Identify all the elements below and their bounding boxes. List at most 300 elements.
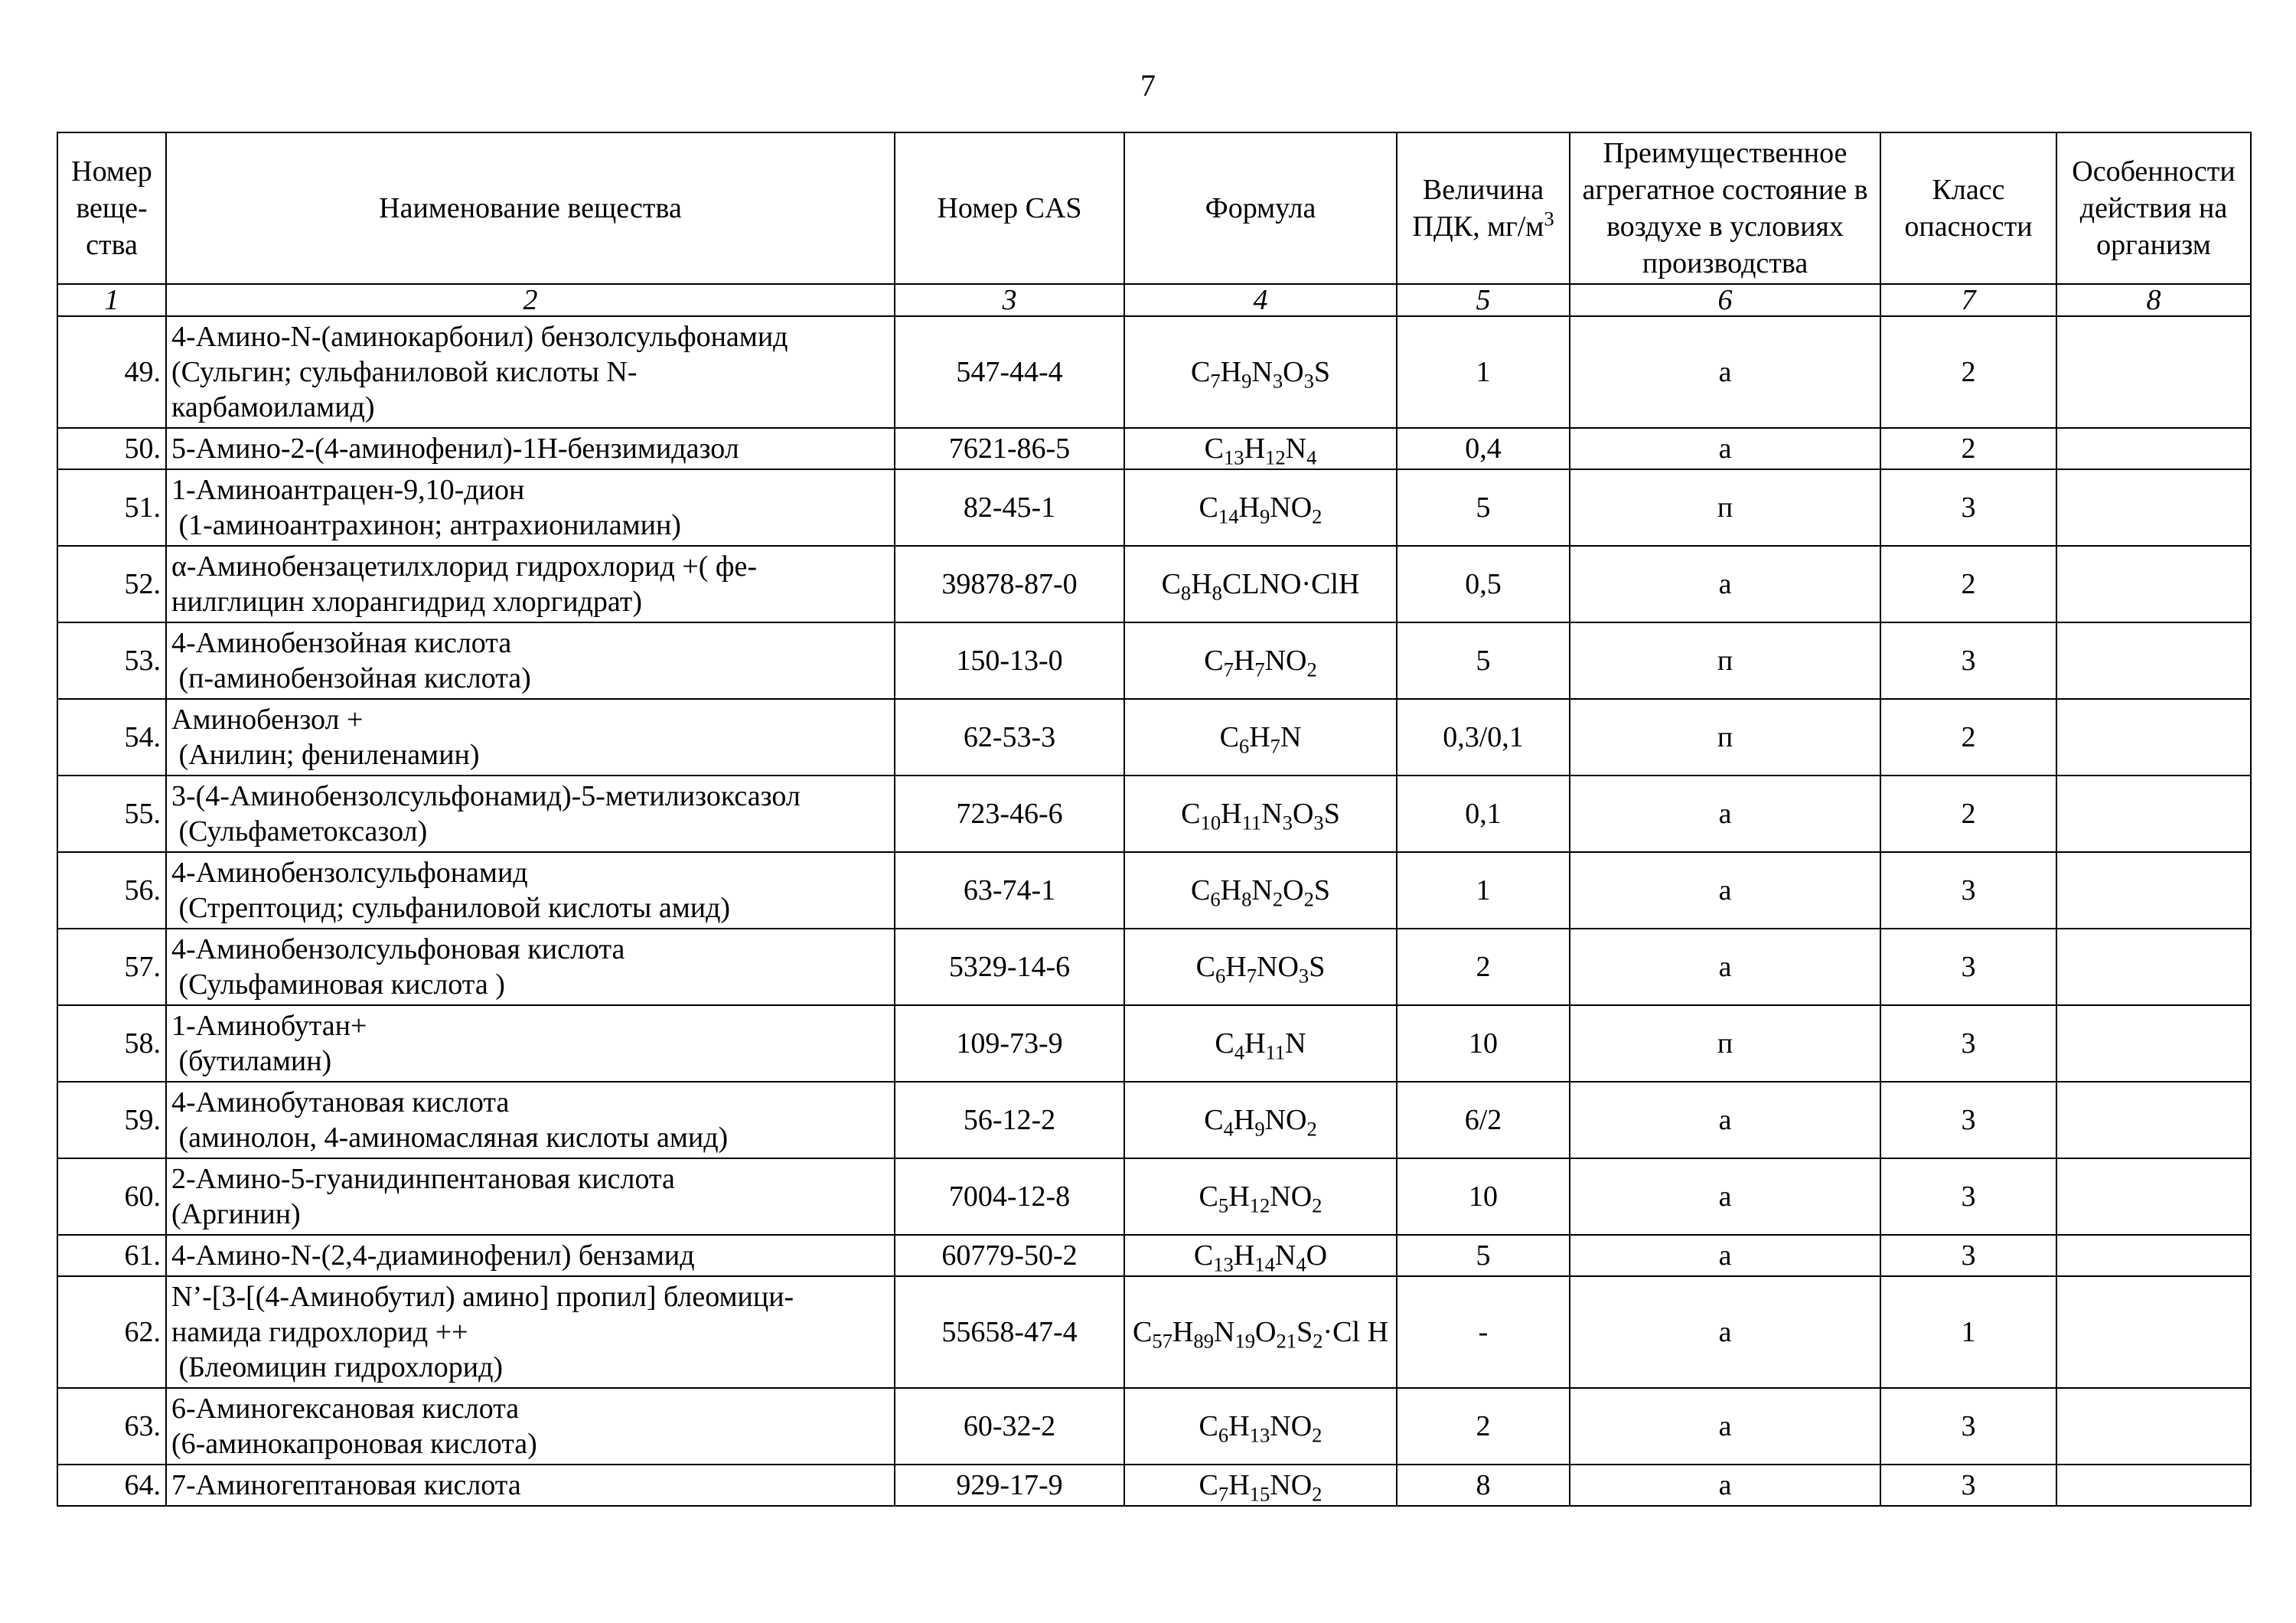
- substance-name-line: намида гидрохлорид ++: [171, 1316, 468, 1348]
- organism-features: [2056, 1158, 2251, 1235]
- column-number: 1: [57, 284, 166, 316]
- formula-subscript: 13: [1249, 1423, 1270, 1447]
- formula-part: C: [1132, 1316, 1153, 1348]
- header-pdk-unit-sup: 3: [1544, 207, 1554, 230]
- formula-part: H: [1228, 1181, 1250, 1213]
- formula-subscript: 2: [1312, 1423, 1322, 1447]
- formula-part: H: [1220, 356, 1242, 388]
- formula: [1124, 316, 1397, 428]
- substance-name-line: (Сульфаминовая кислота ): [171, 968, 505, 1001]
- table-row: [57, 1005, 2251, 1082]
- substance-name-line: Аминобензол +: [171, 704, 364, 736]
- hazard-class: 3: [1880, 1082, 2056, 1158]
- formula-part: N: [1213, 1316, 1235, 1348]
- organism-features: [2056, 929, 2251, 1005]
- organism-features: [2056, 1388, 2251, 1465]
- substance-number: 64.: [57, 1465, 166, 1506]
- table-row: [57, 1082, 2251, 1158]
- formula-subscript: 57: [1152, 1329, 1172, 1353]
- substance-number: 62.: [57, 1276, 166, 1388]
- pdk-value: -: [1397, 1276, 1570, 1388]
- pdk-value: 5: [1397, 622, 1570, 699]
- substance-number: 53.: [57, 622, 166, 699]
- page-number: 7: [1140, 68, 1156, 103]
- formula: [1124, 1158, 1397, 1235]
- organism-features: [2056, 428, 2251, 469]
- formula-part: CLNO·ClH: [1221, 568, 1360, 600]
- cas-number: 60-32-2: [895, 1388, 1124, 1465]
- hazard-class: 3: [1880, 1465, 2056, 1506]
- formula-part: H: [1225, 951, 1247, 983]
- table-row: [57, 699, 2251, 776]
- formula-subscript: 7: [1218, 1482, 1229, 1506]
- formula-subscript: 3: [1303, 369, 1314, 393]
- substance-name: [166, 428, 895, 469]
- formula-subscript: 10: [1200, 811, 1221, 834]
- formula: [1124, 929, 1397, 1005]
- pdk-value: 0,3/0,1: [1397, 699, 1570, 776]
- organism-features: [2056, 699, 2251, 776]
- formula-subscript: 11: [1241, 811, 1262, 834]
- aggregate-state: п: [1570, 699, 1880, 776]
- substance-name: [166, 776, 895, 852]
- formula-subscript: 13: [1223, 446, 1244, 469]
- cas-number: 109-73-9: [895, 1005, 1124, 1082]
- formula-part: C: [1199, 1410, 1218, 1442]
- table-body: [57, 316, 2251, 1506]
- substance-name-line: (Стрептоцид; сульфаниловой кислоты амид): [171, 892, 731, 924]
- pdk-value: 5: [1397, 1235, 1570, 1276]
- pdk-value: 1: [1397, 316, 1570, 428]
- hazard-class: 2: [1880, 699, 2056, 776]
- formula: [1124, 1005, 1397, 1082]
- pdk-value: 2: [1397, 1388, 1570, 1465]
- table-row: [57, 1276, 2251, 1388]
- pdk-value: 0,5: [1397, 546, 1570, 622]
- formula: [1124, 1235, 1397, 1276]
- substance-number: 63.: [57, 1388, 166, 1465]
- cas-number: 7621-86-5: [895, 428, 1124, 469]
- substance-name: [166, 1082, 895, 1158]
- substance-name: [166, 1276, 895, 1388]
- substance-name-line: 4-Амино-N-(2,4-диаминофенил) бензамид: [171, 1239, 695, 1272]
- formula-part: C: [1204, 433, 1224, 465]
- formula-subscript: 7: [1254, 658, 1265, 681]
- aggregate-state: а: [1570, 1235, 1880, 1276]
- substance-name-line: 2-Амино-5-гуанидинпентановая кислота: [171, 1163, 675, 1195]
- header-pdk: [1397, 132, 1570, 284]
- table-row: [57, 929, 2251, 1005]
- formula: [1124, 1276, 1397, 1388]
- substance-name: [166, 546, 895, 622]
- formula-part: S: [1313, 874, 1331, 906]
- cas-number: 5329-14-6: [895, 929, 1124, 1005]
- substance-name-line: α-Аминобензацетилхлорид гидрохлорид +( фе-: [171, 550, 758, 583]
- formula-subscript: 12: [1265, 446, 1286, 469]
- pdk-value: 6/2: [1397, 1082, 1570, 1158]
- substance-name-line: (аминолон, 4-аминомасляная кислоты амид): [171, 1122, 729, 1154]
- formula-part: O: [1306, 1239, 1328, 1272]
- substance-name-line: (Аргинин): [171, 1198, 301, 1230]
- formula-part: ·Cl H: [1322, 1316, 1389, 1348]
- formula: [1124, 699, 1397, 776]
- substance-number: 55.: [57, 776, 166, 852]
- column-number: 5: [1397, 284, 1570, 316]
- table-row: [57, 852, 2251, 929]
- hazard-class: 3: [1880, 469, 2056, 546]
- hazard-class: 3: [1880, 622, 2056, 699]
- cas-number: 82-45-1: [895, 469, 1124, 546]
- organism-features: [2056, 316, 2251, 428]
- substance-name-line: 4-Аминобутановая кислота: [171, 1086, 510, 1118]
- formula-part: H: [1238, 491, 1260, 524]
- formula: [1124, 1388, 1397, 1465]
- hazard-class: 3: [1880, 852, 2056, 929]
- formula: [1124, 852, 1397, 929]
- pdk-value: 2: [1397, 929, 1570, 1005]
- formula-part: H: [1191, 568, 1212, 600]
- organism-features: [2056, 546, 2251, 622]
- formula-part: H: [1228, 1410, 1250, 1442]
- cas-number: 60779-50-2: [895, 1235, 1124, 1276]
- substance-name-line: 1-Аминобутан+: [171, 1010, 367, 1042]
- formula-part: NO: [1270, 491, 1313, 524]
- cas-number: 547-44-4: [895, 316, 1124, 428]
- substance-name: [166, 622, 895, 699]
- pdk-value: 10: [1397, 1005, 1570, 1082]
- formula: [1124, 546, 1397, 622]
- formula-subscript: 5: [1218, 1194, 1229, 1217]
- formula-part: N: [1285, 433, 1307, 465]
- cas-number: 62-53-3: [895, 699, 1124, 776]
- formula-part: H: [1220, 874, 1242, 906]
- table-row: [57, 776, 2251, 852]
- formula-subscript: 2: [1303, 887, 1314, 911]
- hazard-class: 2: [1880, 546, 2056, 622]
- formula-subscript: 6: [1238, 734, 1250, 758]
- substance-number: 61.: [57, 1235, 166, 1276]
- formula-part: O: [1292, 798, 1314, 830]
- substance-name: [166, 469, 895, 546]
- table-row: [57, 1158, 2251, 1235]
- formula-subscript: 9: [1241, 369, 1252, 393]
- formula-part: S: [1296, 1316, 1313, 1348]
- formula-part: H: [1172, 1316, 1194, 1348]
- substance-name-line: 4-Аминобензойная кислота: [171, 627, 512, 659]
- aggregate-state: а: [1570, 929, 1880, 1005]
- formula-part: N: [1280, 721, 1302, 753]
- pdk-value: 1: [1397, 852, 1570, 929]
- substance-name-line: 3-(4-Аминобензолсульфонамид)-5-метилизоксазол: [171, 780, 801, 812]
- formula-subscript: 2: [1306, 1117, 1317, 1141]
- substance-name: [166, 699, 895, 776]
- substance-name-line: (1-аминоантрахинон; антрахиониламин): [171, 509, 681, 541]
- formula-part: H: [1233, 1239, 1255, 1272]
- column-number: 8: [2056, 284, 2251, 316]
- cas-number: 929-17-9: [895, 1465, 1124, 1506]
- organism-features: [2056, 1276, 2251, 1388]
- aggregate-state: а: [1570, 428, 1880, 469]
- pdk-value: 0,4: [1397, 428, 1570, 469]
- header-formula: Формула: [1124, 132, 1397, 284]
- formula-subscript: 7: [1210, 369, 1221, 393]
- formula-part: C: [1199, 1181, 1218, 1213]
- substance-name-line: 4-Амино-N-(аминокарбонил) бензолсульфонамид: [171, 321, 788, 353]
- cas-number: 55658-47-4: [895, 1276, 1124, 1388]
- column-number: 6: [1570, 284, 1880, 316]
- formula-subscript: 3: [1298, 964, 1309, 988]
- substance-name-line: 1-Аминоантрацен-9,10-дион: [171, 474, 525, 506]
- substance-name-line: (бутиламин): [171, 1045, 332, 1077]
- cas-number: 150-13-0: [895, 622, 1124, 699]
- formula-subscript: 3: [1272, 369, 1283, 393]
- substance-number: 59.: [57, 1082, 166, 1158]
- formula-subscript: 2: [1272, 887, 1283, 911]
- substance-name-line: (Блеомицин гидрохлорид): [171, 1351, 504, 1383]
- formula-part: C: [1190, 356, 1211, 388]
- formula-part: C: [1193, 1239, 1214, 1272]
- formula-subscript: 8: [1212, 581, 1222, 605]
- hazard-class: 2: [1880, 428, 2056, 469]
- substance-name-line: 5-Амино-2-(4-аминофенил)-1Н-бензимидазол: [171, 433, 739, 465]
- header-features: Особенности действия на организм: [2056, 132, 2251, 284]
- aggregate-state: п: [1570, 469, 1880, 546]
- formula-part: S: [1323, 798, 1340, 830]
- header-state: Преимущественное агрегатное состояние в воздухе в условиях производства: [1570, 132, 1880, 284]
- substances-table: [57, 132, 2252, 1507]
- formula-part: O: [1283, 356, 1304, 388]
- formula-subscript: 15: [1249, 1482, 1270, 1506]
- formula-part: C: [1181, 798, 1201, 830]
- substance-number: 57.: [57, 929, 166, 1005]
- formula-part: C: [1190, 874, 1211, 906]
- formula: [1124, 776, 1397, 852]
- table-row: [57, 1235, 2251, 1276]
- organism-features: [2056, 776, 2251, 852]
- header-cas: Номер CAS: [895, 132, 1124, 284]
- substance-number: 50.: [57, 428, 166, 469]
- formula-subscript: 6: [1218, 1423, 1229, 1447]
- formula-part: S: [1309, 951, 1326, 983]
- column-number: 7: [1880, 284, 2056, 316]
- aggregate-state: а: [1570, 546, 1880, 622]
- formula-subscript: 6: [1215, 964, 1226, 988]
- formula: [1124, 428, 1397, 469]
- formula-part: NO: [1257, 951, 1299, 983]
- substance-name-line: (п-аминобензойная кислота): [171, 662, 531, 694]
- substance-name: [166, 1005, 895, 1082]
- formula-subscript: 4: [1306, 446, 1317, 469]
- substance-name-line: N’-[3-[(4-Аминобутил) амино] пропил] блеомици-: [171, 1281, 794, 1313]
- cas-number: 723-46-6: [895, 776, 1124, 852]
- formula: [1124, 1082, 1397, 1158]
- aggregate-state: а: [1570, 852, 1880, 929]
- formula-subscript: 12: [1249, 1194, 1270, 1217]
- formula-part: N: [1251, 874, 1273, 906]
- formula-subscript: 21: [1276, 1329, 1297, 1353]
- substance-name-line: 4-Аминобензолсульфонамид: [171, 857, 528, 889]
- formula-part: N: [1285, 1027, 1306, 1060]
- formula-part: C: [1204, 1104, 1224, 1136]
- formula-part: NO: [1270, 1469, 1313, 1501]
- hazard-class: 2: [1880, 316, 2056, 428]
- formula-subscript: 3: [1313, 811, 1324, 834]
- aggregate-state: а: [1570, 1465, 1880, 1506]
- organism-features: [2056, 469, 2251, 546]
- header-class: Класс опасности: [1880, 132, 2056, 284]
- substance-name-line: (Сульфаметоксазол): [171, 815, 428, 847]
- formula-part: N: [1261, 798, 1283, 830]
- formula-subscript: 7: [1246, 964, 1257, 988]
- header-row: [57, 132, 2251, 284]
- formula-part: C: [1161, 568, 1181, 600]
- formula-part: C: [1195, 951, 1215, 983]
- table-row: [57, 1388, 2251, 1465]
- table-row: [57, 469, 2251, 546]
- aggregate-state: а: [1570, 1082, 1880, 1158]
- formula-part: S: [1313, 356, 1331, 388]
- formula: [1124, 622, 1397, 699]
- formula-subscript: 6: [1210, 887, 1221, 911]
- formula-subscript: 8: [1180, 581, 1192, 605]
- header-pdk-text: Величина ПДК, мг/м: [1412, 174, 1544, 243]
- cas-number: 63-74-1: [895, 852, 1124, 929]
- aggregate-state: а: [1570, 1158, 1880, 1235]
- formula-part: H: [1249, 721, 1270, 753]
- substance-name: [166, 316, 895, 428]
- substance-name: [166, 1235, 895, 1276]
- formula-subscript: 89: [1193, 1329, 1214, 1353]
- organism-features: [2056, 1082, 2251, 1158]
- formula-part: H: [1244, 433, 1266, 465]
- formula-subscript: 2: [1312, 1482, 1322, 1506]
- substance-name-line: (Сульгин; сульфаниловой кислоты N-: [171, 356, 638, 388]
- table-row: [57, 622, 2251, 699]
- substance-number: 54.: [57, 699, 166, 776]
- substance-name-line: нилглицин хлорангидрид хлоргидрат): [171, 586, 643, 618]
- cas-number: 56-12-2: [895, 1082, 1124, 1158]
- hazard-class: 3: [1880, 1005, 2056, 1082]
- substance-name-line: (6-аминокапроновая кислота): [171, 1428, 537, 1460]
- substance-name-line: (Анилин; фениленамин): [171, 739, 480, 771]
- formula-subscript: 19: [1234, 1329, 1256, 1353]
- table-row: [57, 428, 2251, 469]
- formula-part: C: [1199, 491, 1218, 524]
- formula-part: H: [1244, 1027, 1266, 1060]
- formula-part: C: [1215, 1027, 1234, 1060]
- formula-part: O: [1283, 874, 1304, 906]
- formula-subscript: 13: [1213, 1252, 1234, 1276]
- pdk-value: 8: [1397, 1465, 1570, 1506]
- formula-part: NO: [1270, 1410, 1313, 1442]
- formula-subscript: 8: [1241, 887, 1252, 911]
- formula: [1124, 1465, 1397, 1506]
- formula-part: H: [1233, 1104, 1255, 1136]
- header-name: Наименование вещества: [166, 132, 895, 284]
- hazard-class: 3: [1880, 1158, 2056, 1235]
- substance-name: [166, 852, 895, 929]
- aggregate-state: а: [1570, 1388, 1880, 1465]
- substance-name: [166, 1158, 895, 1235]
- pdk-value: 0,1: [1397, 776, 1570, 852]
- formula-subscript: 2: [1313, 1329, 1323, 1353]
- hazard-class: 1: [1880, 1276, 2056, 1388]
- hazard-class: 3: [1880, 1388, 2056, 1465]
- substance-name: [166, 1388, 895, 1465]
- formula-part: N: [1251, 356, 1273, 388]
- formula-part: NO: [1264, 1104, 1307, 1136]
- hazard-class: 3: [1880, 1235, 2056, 1276]
- formula-part: C: [1204, 645, 1224, 677]
- column-number-row: [57, 284, 2251, 316]
- formula-subscript: 14: [1218, 505, 1239, 528]
- substance-number: 58.: [57, 1005, 166, 1082]
- substance-name-line: 7-Аминогептановая кислота: [171, 1469, 521, 1501]
- formula-subscript: 3: [1282, 811, 1293, 834]
- cas-number: 7004-12-8: [895, 1158, 1124, 1235]
- column-number: 3: [895, 284, 1124, 316]
- formula-subscript: 2: [1306, 658, 1317, 681]
- column-number: 4: [1124, 284, 1397, 316]
- formula-part: H: [1221, 798, 1242, 830]
- formula-subscript: 7: [1270, 734, 1280, 758]
- substance-name-line: 4-Аминобензолсульфоновая кислота: [171, 933, 625, 965]
- formula-part: NO: [1270, 1181, 1313, 1213]
- organism-features: [2056, 1005, 2251, 1082]
- formula-part: H: [1228, 1469, 1250, 1501]
- aggregate-state: п: [1570, 622, 1880, 699]
- formula-subscript: 14: [1254, 1252, 1275, 1276]
- substance-number: 51.: [57, 469, 166, 546]
- formula-subscript: 4: [1223, 1117, 1234, 1141]
- column-number: 2: [166, 284, 895, 316]
- formula-part: O: [1255, 1316, 1277, 1348]
- formula-part: C: [1219, 721, 1239, 753]
- substance-name-line: 6-Аминогексановая кислота: [171, 1393, 520, 1425]
- aggregate-state: а: [1570, 1276, 1880, 1388]
- formula-subscript: 11: [1265, 1040, 1286, 1064]
- organism-features: [2056, 852, 2251, 929]
- organism-features: [2056, 622, 2251, 699]
- substance-number: 60.: [57, 1158, 166, 1235]
- formula-subscript: 9: [1259, 505, 1270, 528]
- aggregate-state: а: [1570, 316, 1880, 428]
- formula-part: NO: [1264, 645, 1307, 677]
- pdk-value: 10: [1397, 1158, 1570, 1235]
- pdk-value: 5: [1397, 469, 1570, 546]
- substance-number: 52.: [57, 546, 166, 622]
- formula-subscript: 7: [1223, 658, 1234, 681]
- hazard-class: 3: [1880, 929, 2056, 1005]
- aggregate-state: п: [1570, 1005, 1880, 1082]
- cas-number: 39878-87-0: [895, 546, 1124, 622]
- formula-subscript: 4: [1234, 1040, 1245, 1064]
- substance-name: [166, 929, 895, 1005]
- substance-name-line: карбамоиламид): [171, 391, 375, 423]
- formula: [1124, 469, 1397, 546]
- formula-subscript: 2: [1312, 505, 1322, 528]
- table-row: [57, 1465, 2251, 1506]
- hazard-class: 2: [1880, 776, 2056, 852]
- substance-name: [166, 1465, 895, 1506]
- formula-part: C: [1199, 1469, 1218, 1501]
- formula-part: H: [1233, 645, 1255, 677]
- substance-number: 49.: [57, 316, 166, 428]
- table-row: [57, 316, 2251, 428]
- substance-number: 56.: [57, 852, 166, 929]
- formula-subscript: 2: [1312, 1194, 1322, 1217]
- aggregate-state: а: [1570, 776, 1880, 852]
